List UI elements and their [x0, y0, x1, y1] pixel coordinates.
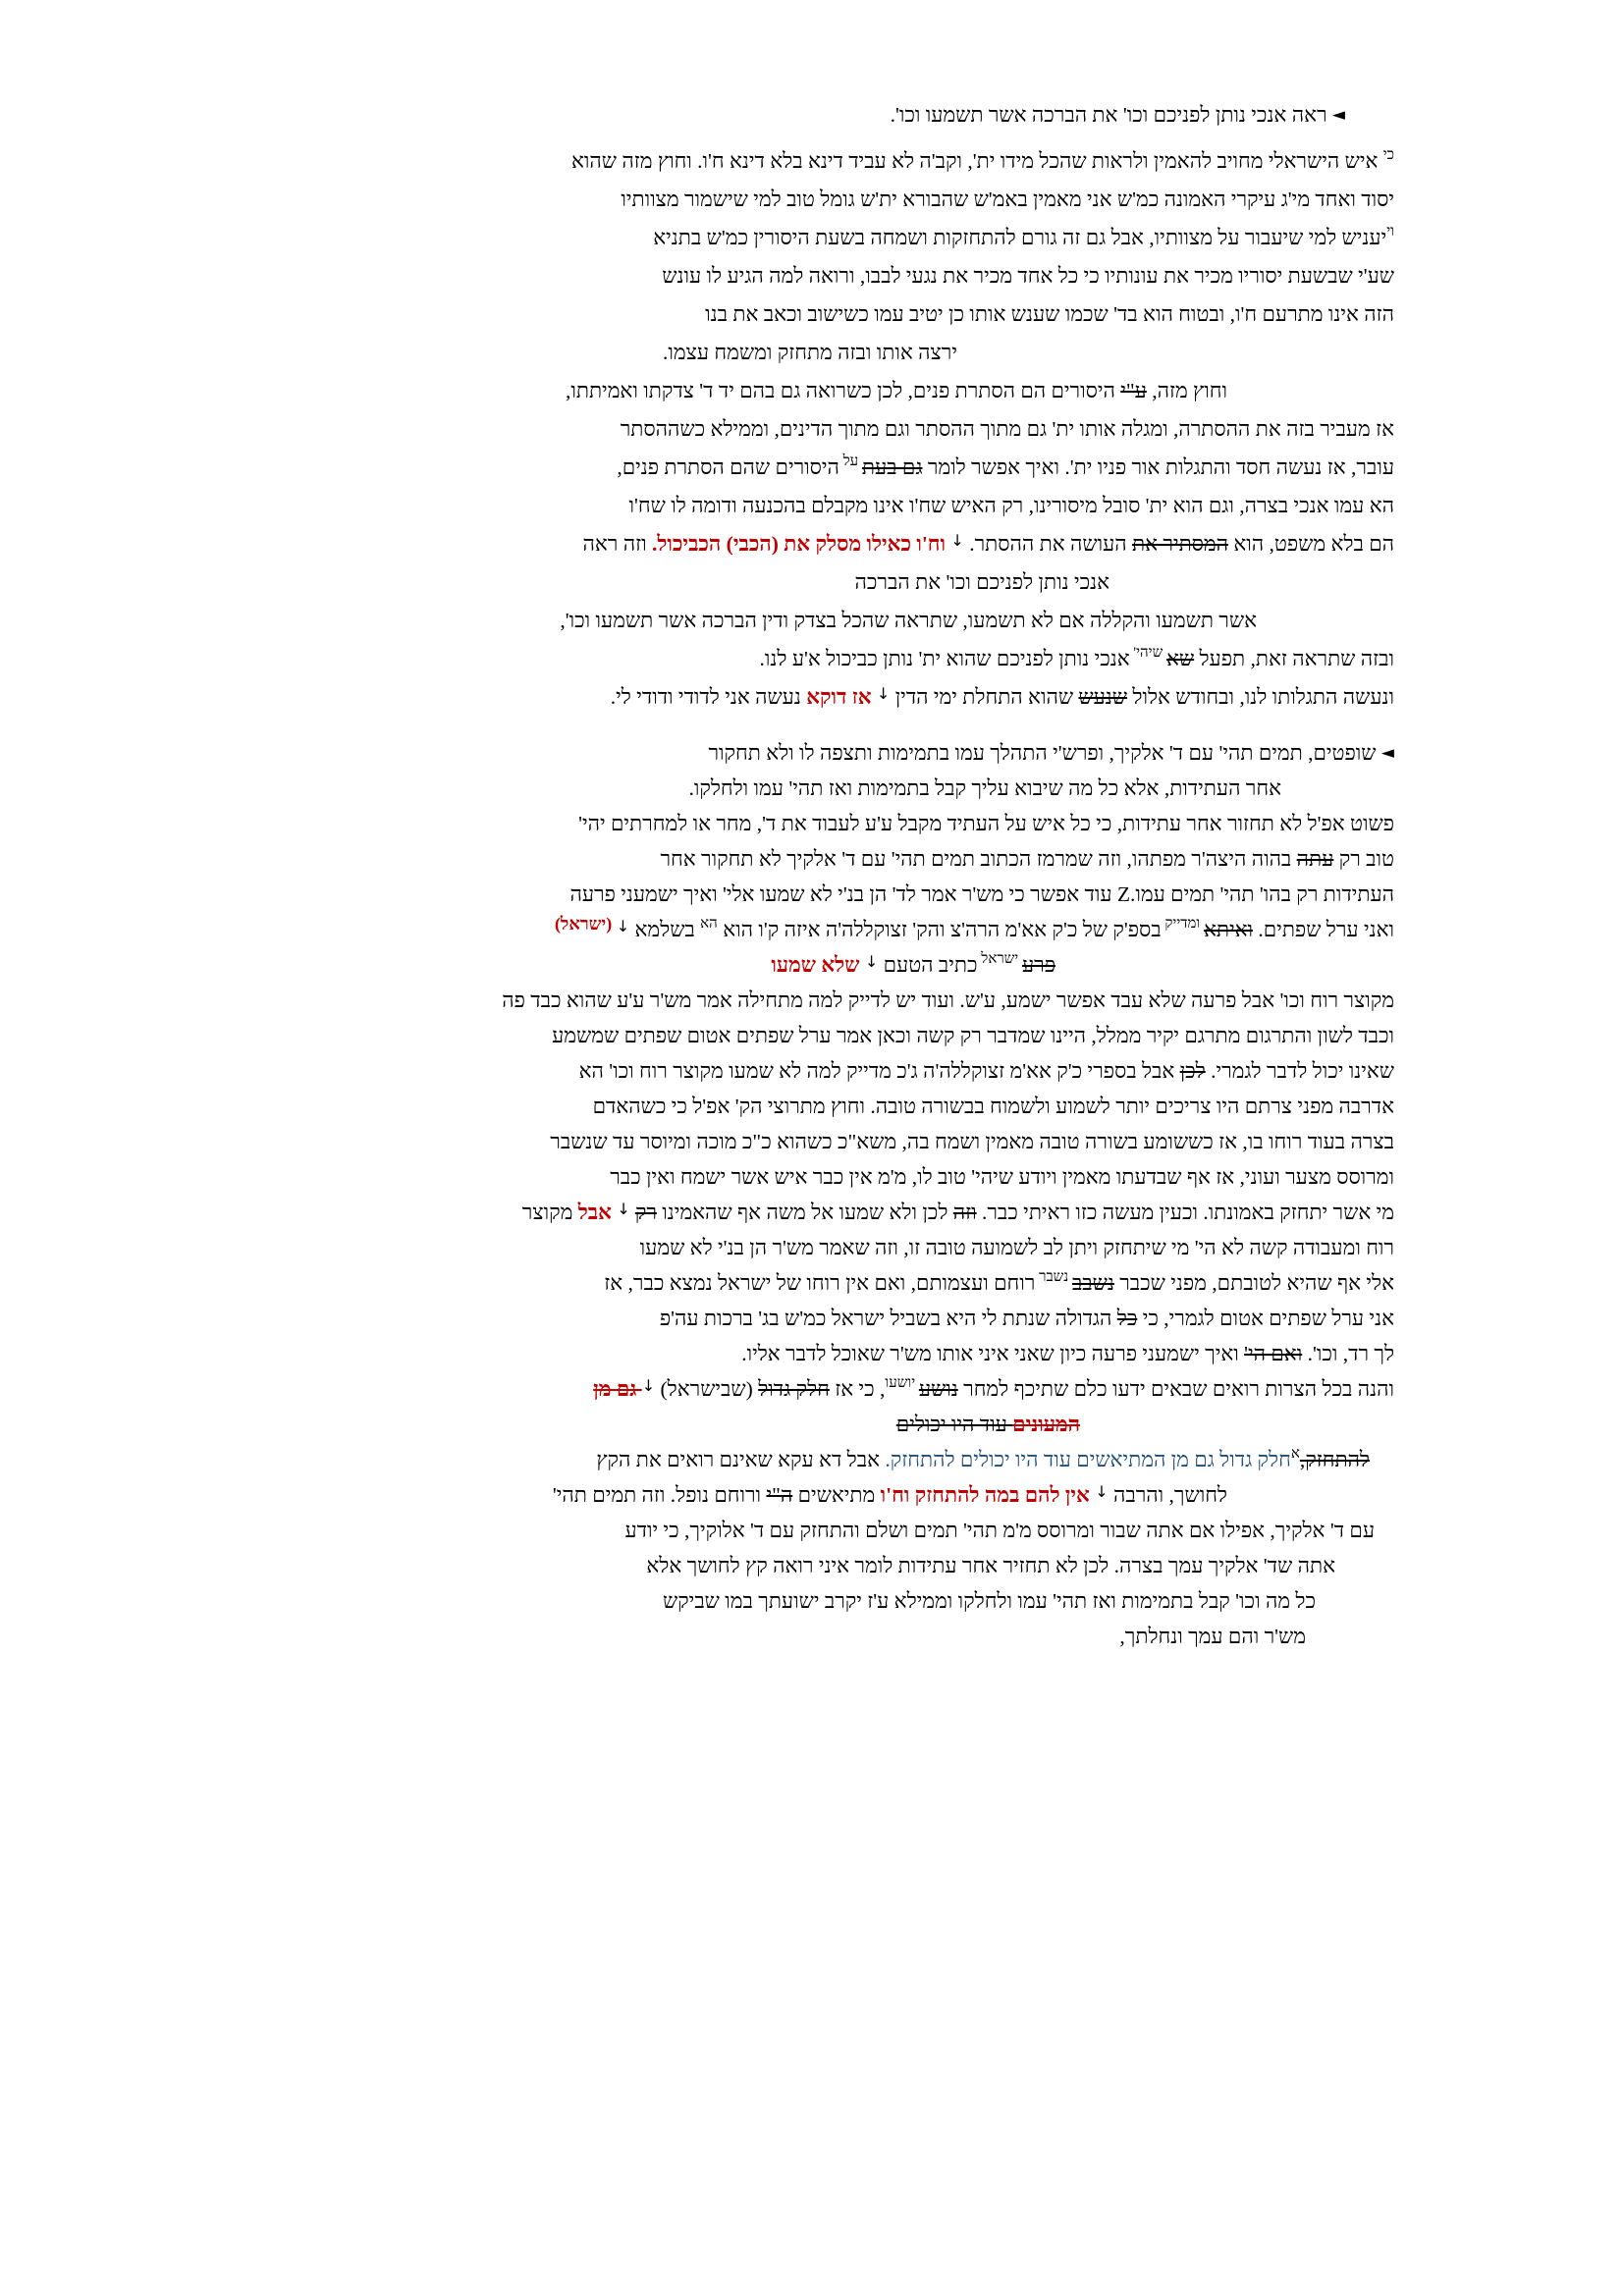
deleted-text: עוד היו יכולים	[895, 1413, 1013, 1436]
text-run: אתה שד' אלקיך עמך בצרה. לכן לא תחזיר אחר עתידות לומר איני רואה קץ לחושך אלא	[646, 1554, 1335, 1577]
insertion-arrow-icon: ↓	[616, 917, 630, 935]
text-line	[167, 771, 1394, 806]
text-run: נעשה אני לדודי ודודי לי.	[610, 685, 807, 709]
paragraph-marker-icon: ◄	[1380, 743, 1394, 763]
text-run: כתיב הטעם	[878, 953, 978, 977]
insertion-arrow-icon: ↓	[950, 531, 964, 550]
text-line	[167, 1195, 1394, 1230]
text-run: רוחם ועצמותם, ואם אין רוחו של ישראל נמצא כבר, אז	[604, 1271, 1036, 1295]
deleted-text: שא	[1166, 647, 1195, 670]
text-run: כל מה וכו' קבל בתמימות ואז תהי' עמו ולחלקו וממילא ע'ז יקרב ישועתך במו שביקש	[662, 1589, 1316, 1613]
insertion-arrow-icon: ↓	[876, 684, 891, 703]
text-run: מש'ר והם עמך ונחלתך,	[1119, 1625, 1306, 1648]
inserted-text: יושעו	[885, 1375, 919, 1391]
text-run: מתיאשים	[792, 1483, 881, 1507]
inserted-text: א	[1290, 1446, 1300, 1462]
text-line	[167, 841, 1394, 877]
text-run: ואני ערל שפתים.	[1253, 918, 1394, 941]
text-run: אני ערל שפתים אטום לגמרי, כי	[1137, 1307, 1394, 1330]
text-run: רוח ומעבודה קשה לא הי' מי שיתחזק ויתן לב לשמועה טובה זו, וזה שאמר מש'ר הן בנ'י לא שמעו	[639, 1236, 1394, 1259]
text-line	[167, 1018, 1394, 1053]
deleted-text: נושע	[918, 1377, 958, 1401]
text-run: ונעשה התגלותו לנו, ובחודש אלול	[1127, 685, 1394, 709]
text-run: אז מעביר בזה את ההסתרה, ומגלה אותו ית' גם מתוך ההסתר וגם מתוך הדינים, וממילא כשההסתר	[620, 417, 1394, 441]
text-run: עם ד' אלקיך, אפילו אם אתה שבור ומרוסס מ'מ תהי' תמים ושלם והתחזק עם ד' אלוקיך, כי יודע	[624, 1519, 1375, 1542]
text-run: העתידות רק בהו' תהי' תמים עמו.Z עוד אפשר כי מש'ר אמר לד' הן בנ'י לא שמעו אלי' ואיך ישמעני פרעה	[569, 882, 1394, 906]
section-sec1	[167, 96, 1394, 717]
deleted-text: כל	[1116, 1307, 1138, 1330]
text-line	[167, 219, 1394, 257]
text-line	[167, 257, 1394, 295]
text-line	[167, 449, 1394, 487]
text-line	[167, 96, 1394, 134]
deleted-text: פרע	[1022, 953, 1055, 977]
red-insertion-text: אז דוקא	[806, 685, 877, 709]
inserted-text: שיהי'	[1129, 645, 1166, 661]
text-line	[167, 947, 1394, 983]
deleted-text: ואם הי'	[1244, 1342, 1303, 1365]
text-run: שופטים, תמים תהי' עם ד' אלקיך, ופרש'י התהלך עמו בתמימות ותצפה לו ולא תחקור	[708, 741, 1381, 765]
text-run: אדרבה מפני צרתם היו צריכים יותר לשמוע ולשמוח בבשורה טובה. וחוץ מתרוצי הק' אפ'ל כי כשהאדם	[592, 1095, 1394, 1118]
insertion-arrow-icon: ↓	[617, 1200, 635, 1218]
text-line	[167, 1265, 1394, 1301]
text-line	[167, 372, 1394, 410]
text-line	[167, 602, 1394, 640]
text-run: וחוץ מזה,	[1146, 379, 1227, 402]
text-run: בספ'ק של כ'ק אא'מ הרה'צ והק' זצוקללה'ה איזה ק'ו הוא	[717, 918, 1162, 941]
inserted-text: נשבר	[1035, 1269, 1072, 1285]
inserted-text: כי	[1382, 147, 1394, 163]
text-run: הא עמו אנכי בצרה, וגם הוא ית' סובל מיסורינו, רק האיש שח'ו אינו מקבלם בהכנעה ודומה לו שח'ו	[628, 494, 1394, 517]
red-deleted-text: המעונים	[1012, 1413, 1080, 1436]
text-run: אבל בספרי כ'ק אא'מ זצוקללה'ה ג'כ מדייק למה לא שמעו מקוצר רוח וכו' הא	[578, 1059, 1180, 1083]
text-run: פשוט אפ'ל לא תחזור אחר עתידות, כי כל איש על העתיד מקבל ע'ע לעבוד את ד', מחר או למחרתים יהי'	[578, 812, 1394, 835]
text-run: היסורים שהם הסתרת פנים,	[617, 455, 839, 479]
text-run: מקוצר רוח וכו' אבל פרעה שלא עבד אפשר ישמע, ע'ש. ועוד יש לדייק למה מתחילה אמר מש'ר ע'ע שהוא כבד פה	[502, 988, 1394, 1012]
text-run: ראה אנכי נותן לפניכם וכו' את הברכה אשר תשמעו וכו'.	[890, 103, 1332, 127]
text-line	[167, 1336, 1394, 1371]
text-run: והנה בכל הצרות רואים שבאים ידעו כלם שתיכף למחר	[957, 1377, 1394, 1401]
text-run: אחר העתידות, אלא כל מה שיבוא עליך קבל בתמימות ואז תהי' עמו ולחלקו.	[688, 776, 1281, 800]
text-line	[167, 877, 1394, 912]
insertion-arrow-icon: ↓	[864, 952, 879, 971]
text-run: ירצה אותו ובזה מתחזק ומשמח עצמו.	[662, 341, 957, 364]
deleted-text: גם בעת	[861, 455, 923, 479]
text-run: יסוד ואחד מי'ג עיקרי האמונה כמ'ש אני מאמין באמ'ש שהבורא ית'ש גומל טוב למי שישמור מצוותיו	[621, 187, 1394, 211]
document-page	[167, 96, 1394, 1654]
text-line	[167, 487, 1394, 525]
text-run: ורוחם נופל. וזה תמים תהי'	[552, 1483, 767, 1507]
text-run: העושה את ההסתר.	[963, 532, 1132, 556]
red-insertion-text: (ישראל)	[554, 914, 617, 934]
text-line	[167, 912, 1394, 947]
text-line	[167, 295, 1394, 334]
text-run: טוב רק	[1333, 847, 1394, 871]
text-run: ואיך ישמעני פרעה כיון שאני איני אותו מש'ר שאוכל לדבר אליו.	[741, 1342, 1245, 1365]
text-run: אנכי נותן לפניכם וכו' את הברכה	[854, 570, 1109, 594]
inserted-text: הא	[700, 916, 718, 932]
text-run: שהוא התחלת ימי הדין	[890, 685, 1079, 709]
inserted-text: וי	[1386, 224, 1394, 240]
text-line	[167, 640, 1394, 678]
text-run: אשר תשמעו והקללה אם לא תשמעו, שתראה שהכל בצדק ודין הברכה אשר תשמעו וכו',	[560, 609, 1257, 632]
text-line	[167, 525, 1394, 563]
text-line	[167, 1089, 1394, 1124]
text-line	[167, 1124, 1394, 1159]
text-run: ובזה שתראה זאת, תפעל	[1194, 647, 1394, 670]
text-line	[167, 806, 1394, 841]
text-line	[167, 678, 1394, 717]
inserted-text: ישראל	[977, 951, 1022, 967]
text-run: מקוצר	[521, 1201, 578, 1224]
text-run: ומרוסס מצער ועוני, אז אף שבדעתו מאמין ויודע שיהי' טוב לו, מ'מ אין כבר איש אשר ישמח ואין כבר	[610, 1165, 1394, 1189]
text-line	[167, 1513, 1394, 1548]
inserted-text: על	[839, 454, 862, 469]
text-run: היסורים הם הסתרת פנים, לכן כשרואה גם בהם יד ד' צדקתו ואמיתתו,	[565, 379, 1121, 402]
text-run: הם בלא משפט, הוא	[1228, 532, 1394, 556]
text-run: הגדולה שנתת לי היא בשביל ישראל כמ'ש בג' ברכות עה'פ	[659, 1307, 1117, 1330]
text-run: (שבישראל)	[655, 1377, 759, 1401]
deleted-text: ה"י	[766, 1483, 793, 1507]
text-run: אבל דא עקא שאינם רואים את הקץ	[596, 1448, 886, 1471]
red-insertion-text: אבל	[577, 1201, 618, 1224]
text-run: בצרה בעוד רוחו בו, אז כששומע בשורה טובה מאמין ושמח בה, משא"כ כשהוא כ"כ מוכה ומיוסר עד שנשבר	[550, 1130, 1394, 1153]
red-insertion-text: אין להם במה להתחזק וח'ו	[880, 1483, 1096, 1507]
deleted-text: ואיתא	[1203, 918, 1254, 941]
insertion-arrow-icon: ↓	[641, 1376, 656, 1395]
red-deleted-text: גם מן	[593, 1377, 642, 1401]
text-line	[167, 1477, 1394, 1513]
text-line	[167, 735, 1394, 771]
deleted-text: וזה	[952, 1201, 977, 1224]
deleted-text: לכן	[1179, 1059, 1206, 1083]
text-run: לך רד, וכו'.	[1302, 1342, 1394, 1365]
text-line	[167, 1159, 1394, 1195]
text-line	[167, 1442, 1394, 1477]
text-run: וכבד לשון והתרגום מתרגם יקיר ממלל, היינו שמדבר רק קשה וכאן אמר ערל שפתים אטום שפתים שמשמע	[552, 1024, 1394, 1047]
section-sec2	[167, 735, 1394, 1654]
text-run: , כי אז	[829, 1377, 886, 1401]
text-run: איש הישראלי מחויב להאמין ולראות שהכל מידו ית', וקב'ה לא עביד דינא בלא דינא ח'ו. וחוץ מזה שהוא	[571, 149, 1383, 173]
text-run: לכן ולא שמעו אל משה אף שהאמינו	[656, 1201, 953, 1224]
blue-revision-text: חלק גדול גם מן המתיאשים עוד היו יכולים להתחזק.	[885, 1448, 1291, 1471]
deleted-text: חלק גדול	[758, 1377, 830, 1401]
text-line	[167, 1407, 1394, 1442]
text-line	[167, 983, 1394, 1018]
text-line	[167, 1371, 1394, 1407]
text-run: אנכי נותן לפניכם שהוא ית' נותן כביכול א'ע לנו.	[759, 647, 1130, 670]
text-line	[167, 410, 1394, 449]
text-line	[167, 142, 1394, 181]
text-line	[167, 1053, 1394, 1089]
text-run: אלי אף שהיא לטובתם, מפני שכבר	[1113, 1271, 1394, 1295]
text-run: מי אשר יתחזק באמונתו. וכעין מעשה כזו ראיתי כבר.	[976, 1201, 1394, 1224]
deleted-text: ע"י	[1120, 379, 1147, 402]
text-line	[167, 181, 1394, 219]
text-run: הזה אינו מתרעם ח'ו, ובטוח הוא בד' שכמו שענש אותו כן יטיב עמו כשישוב וכאב את בנו	[705, 302, 1394, 326]
deleted-text: רק	[634, 1201, 657, 1224]
red-insertion-text: שלא שמעו	[771, 953, 865, 977]
red-insertion-text: וח'ו כאילו מסלק את (הכבי) הכביכול.	[651, 532, 951, 556]
deleted-text: עתה	[1296, 847, 1334, 871]
text-line	[167, 1230, 1394, 1265]
deleted-text: נשבב	[1071, 1271, 1114, 1295]
text-run: לחושך, והרבה	[1108, 1483, 1227, 1507]
text-run: שע'י שבשעת יסוריו מכיר את עונותיו כי כל אחד מכיר את נגעי לבבו, ורואה למה הגיע לו עונש	[662, 264, 1394, 288]
deleted-text: המסתיר את	[1131, 532, 1229, 556]
text-run: יעניש למי שיעבור על מצוותיו, אבל גם זה גורם להתחזקות ושמחה בשעת היסורין כמ'ש בתניא	[653, 226, 1387, 249]
text-run: שאינו יכול לדבר לגמרי.	[1205, 1059, 1394, 1083]
deleted-text: להתחזק,	[1299, 1448, 1370, 1471]
text-run: בשלמא	[629, 918, 701, 941]
text-line	[167, 1619, 1394, 1654]
paragraph-marker-icon: ◄	[1331, 105, 1345, 125]
text-line	[167, 563, 1394, 602]
text-run: עובר, אז נעשה חסד והתגלות אור פניו ית'. ואיך אפשר לומר	[922, 455, 1394, 479]
deleted-text: שנעש	[1078, 685, 1128, 709]
inserted-text: ומדייק	[1161, 916, 1204, 932]
text-line	[167, 334, 1394, 372]
text-line	[167, 1583, 1394, 1619]
text-run: וזה ראה	[582, 532, 652, 556]
text-line	[167, 1548, 1394, 1583]
text-line	[167, 1301, 1394, 1336]
insertion-arrow-icon: ↓	[1095, 1482, 1109, 1501]
text-run: בהוה היצה'ר מפתהו, וזה שמרמז הכתוב תמים תהי' עם ד' אלקיך לא תחקור אחר	[660, 847, 1297, 871]
